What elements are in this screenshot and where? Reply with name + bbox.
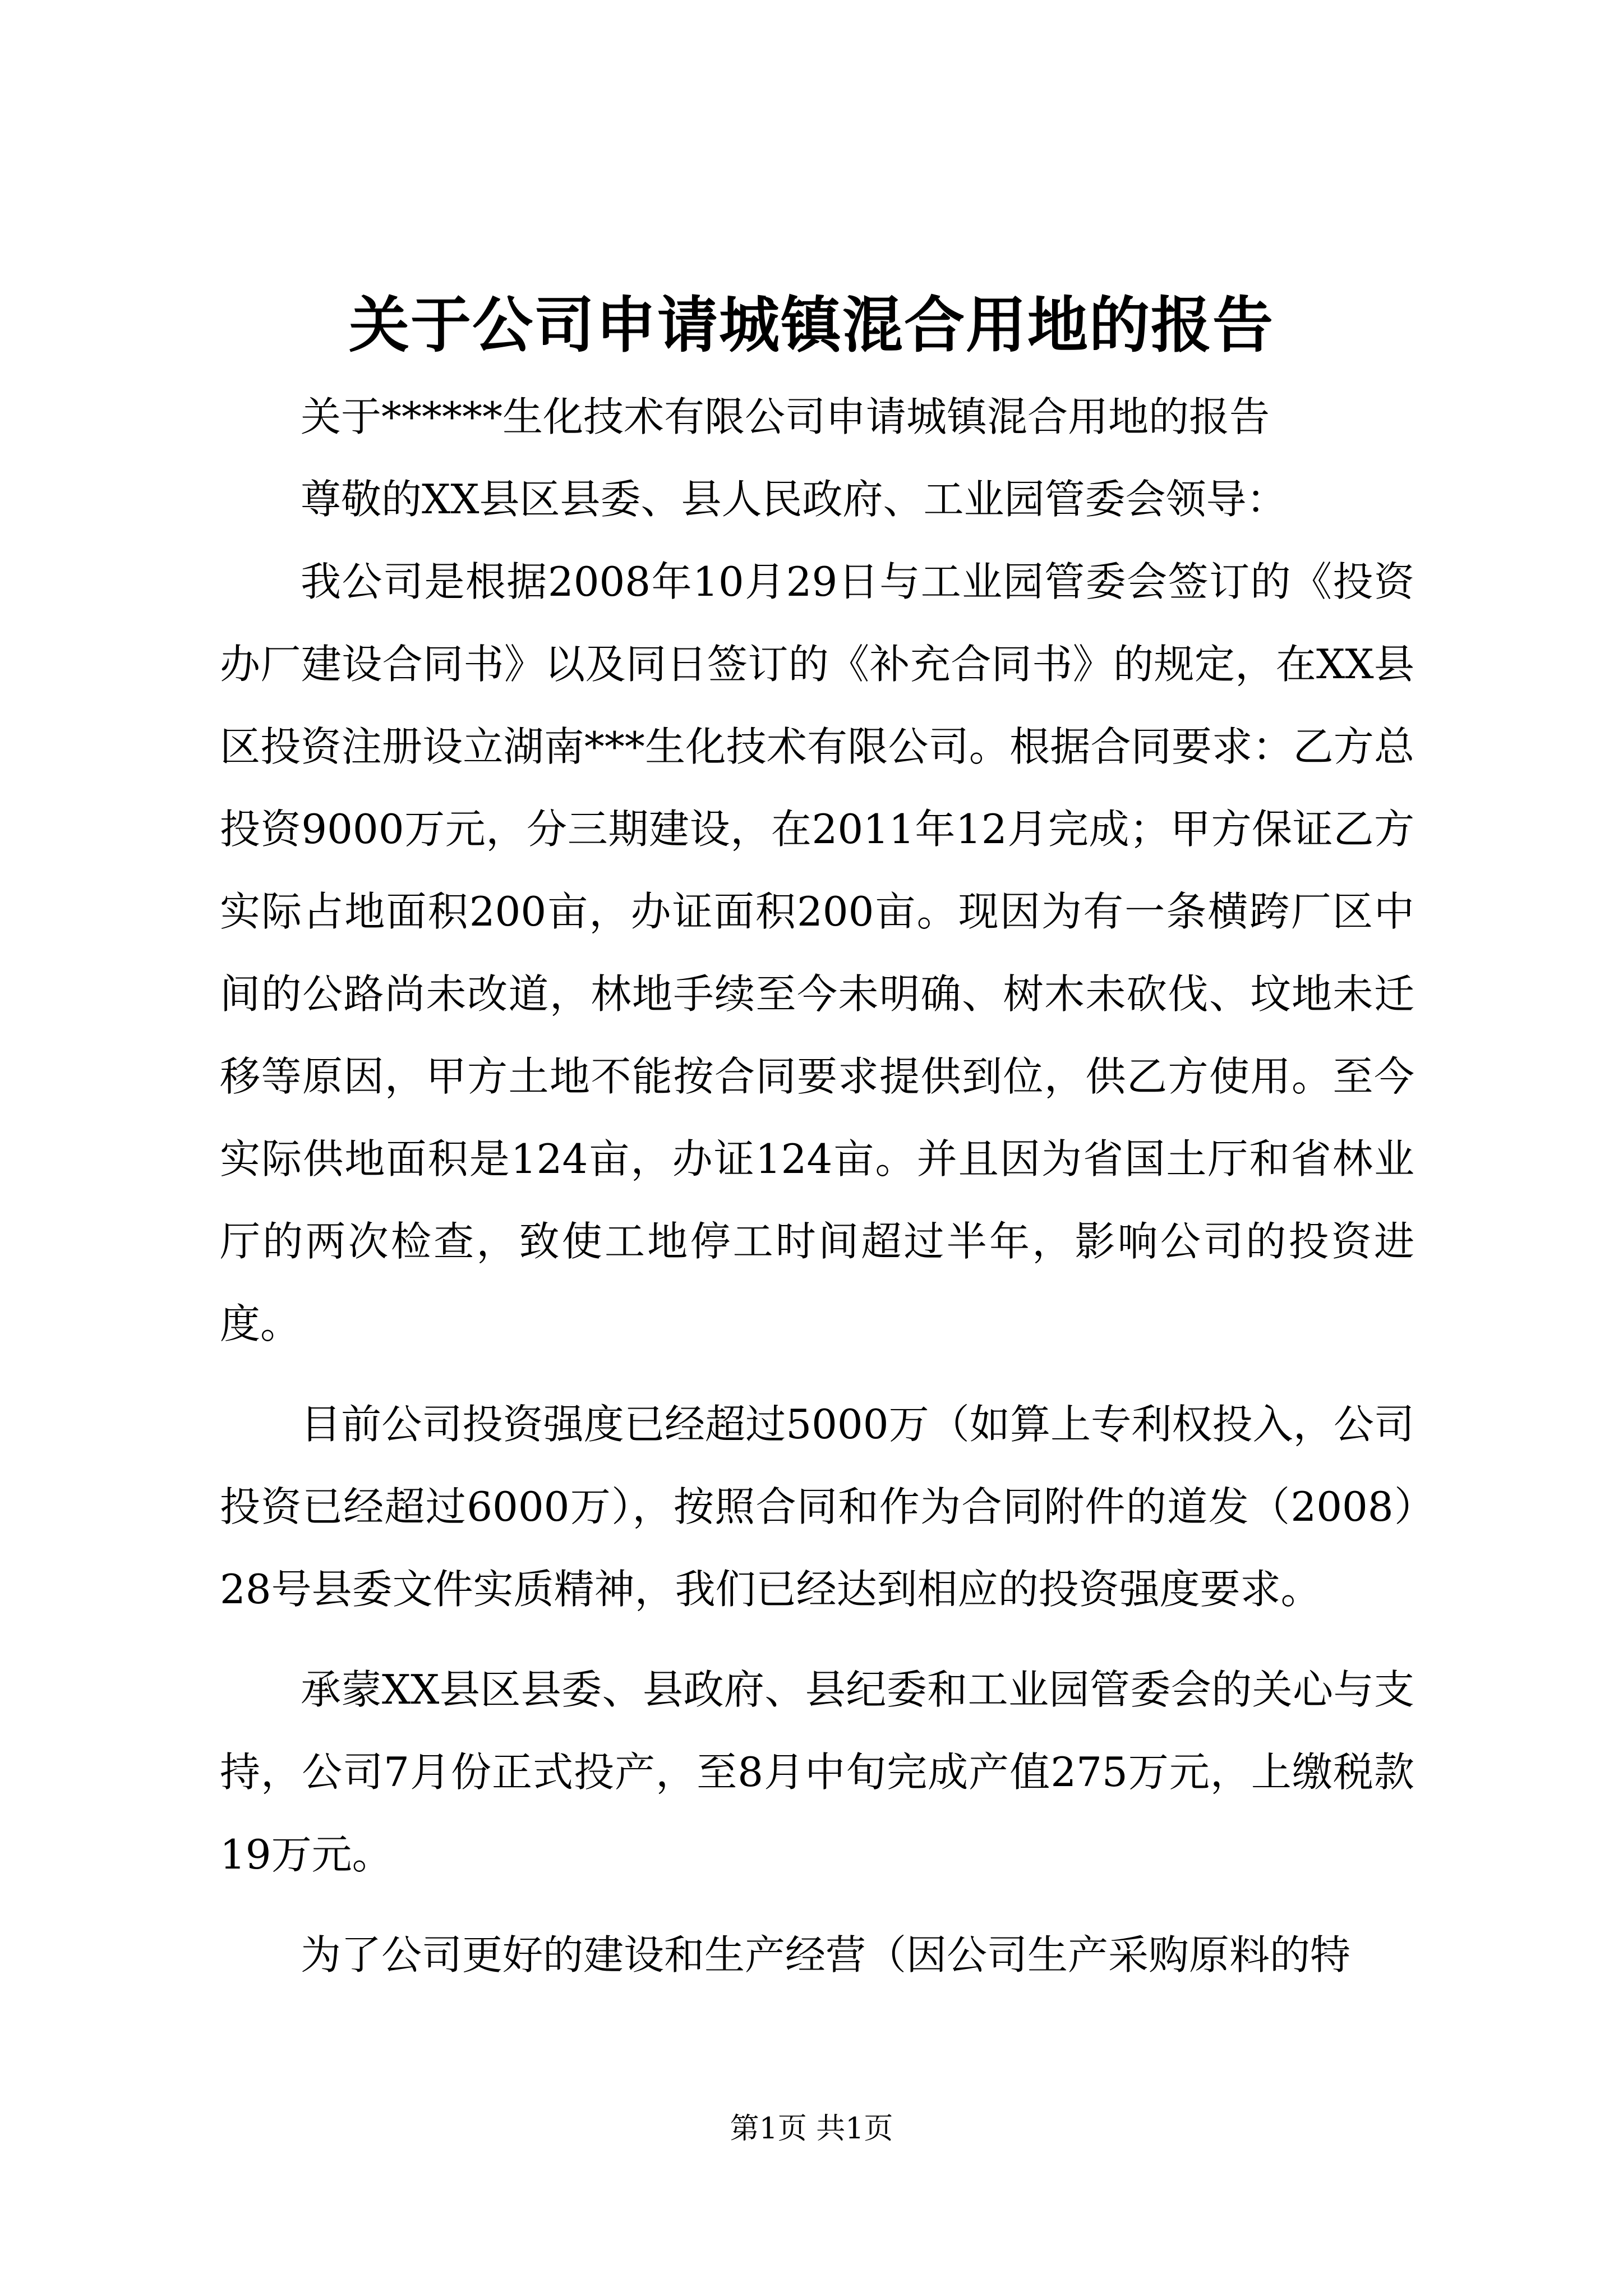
page-footer: 第1页 共1页	[730, 2112, 893, 2146]
body-paragraph: 为了公司更好的建设和生产经营（因公司生产采购原料的特	[301, 1931, 1351, 1978]
body-paragraph: 我公司是根据2008年10月29日与工业园管委会签订的《投资办厂建设合同书》以及同日签订的《补充合同书》的规定，在XX县区投资注册设立湖南***生化技术有限公司。根据合同要求：乙方总投资9000万元，分三期建设，在2011年12月完成；甲方保证乙方实际占地面积200亩，办证面积200亩。现因为有一条横跨厂区中间的公路尚未改道，林地手续至今未明确、树木未砍伐、坟地未迁移等原因，甲方土地不能按合同要求提供到位，供乙方使用。至今实际供地面积是124亩，办证124亩。并且因为省国土厅和省林业厅的两次检查，致使工地停工时间超过半年，影响公司的投资进度。	[220, 558, 1414, 1347]
document-body	[220, 376, 1414, 1996]
body-paragraph: 目前公司投资强度已经超过5000万（如算上专利权投入，公司投资已经超过6000万），按照合同和作为合同附件的道发（2008）28号县委文件实质精神，我们已经达到相应的投资强度要求。	[220, 1401, 1414, 1613]
salutation: 尊敬的XX县区县委、县人民政府、工业园管委会领导：	[301, 476, 1287, 523]
document-title: 关于公司申请城镇混合用地的报告	[348, 290, 1274, 361]
body-paragraph: 承蒙XX县区县委、县政府、县纪委和工业园管委会的关心与支持，公司7月份正式投产，至8月中旬完成产值275万元，上缴税款19万元。	[220, 1666, 1414, 1878]
subject-line: 关于******生化技术有限公司申请城镇混合用地的报告	[301, 393, 1270, 440]
